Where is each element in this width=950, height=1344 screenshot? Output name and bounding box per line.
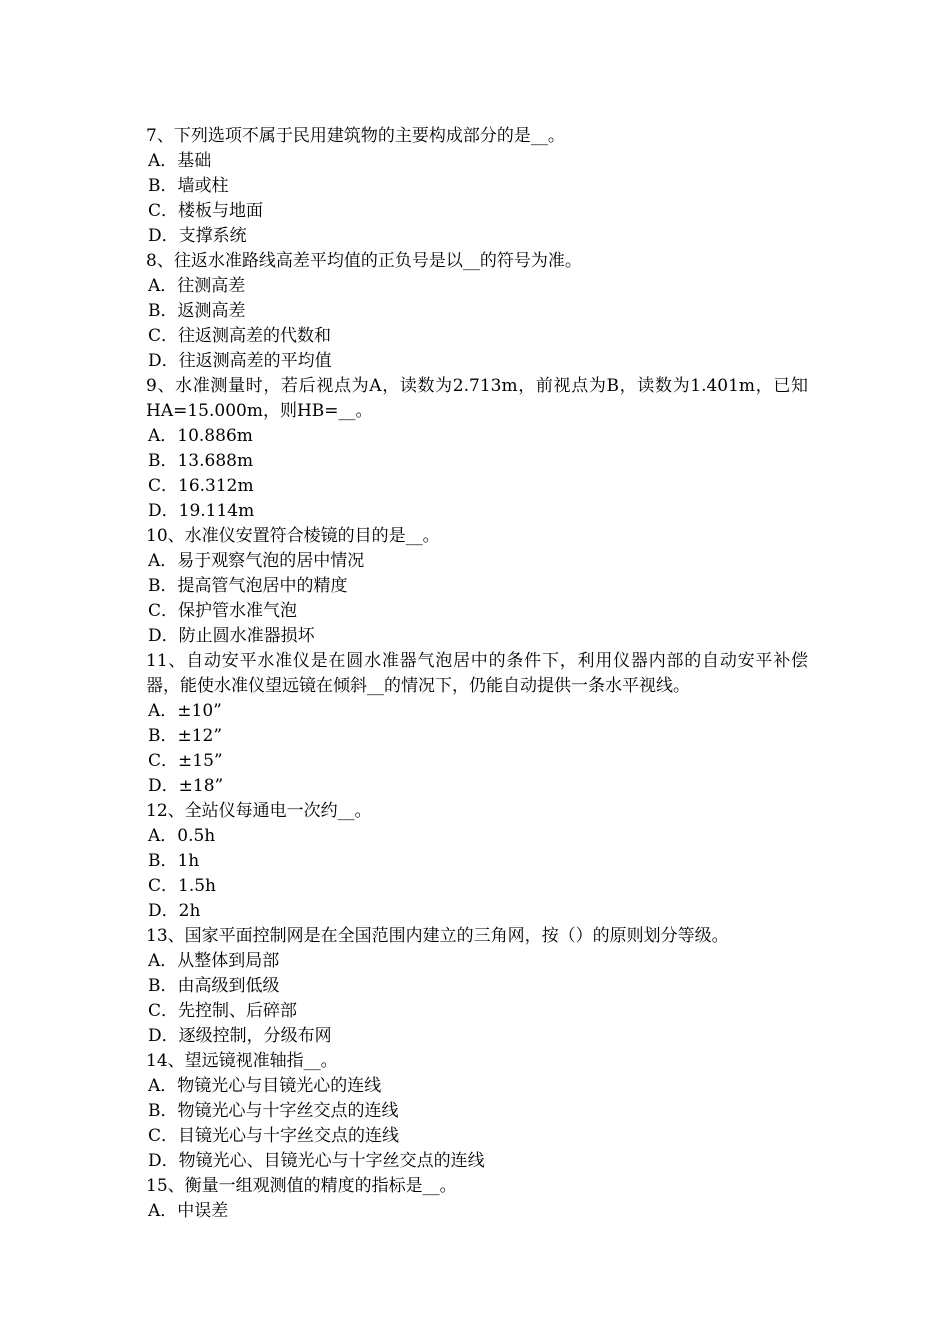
option-b: B．提高管气泡居中的精度 <box>148 576 348 596</box>
question-stem: 14、望远镜视准轴指__。 <box>146 1051 338 1071</box>
question-stem: 8、往返水准路线高差平均值的正负号是以__的符号为准。 <box>146 251 582 271</box>
option-a: A．易于观察气泡的居中情况 <box>148 551 365 571</box>
option-c: C．先控制、后碎部 <box>148 1001 298 1021</box>
option-c: C．保护管水准气泡 <box>148 601 298 621</box>
option-a: A．0.5h <box>148 826 216 846</box>
option-c: C．目镜光心与十字丝交点的连线 <box>148 1126 400 1146</box>
option-a: A．往测高差 <box>148 276 246 296</box>
option-c: C．1.5h <box>148 876 216 896</box>
question-stem: 10、水准仪安置符合棱镜的目的是__。 <box>146 526 440 546</box>
option-b: B．±12” <box>148 726 223 746</box>
option-d: D．防止圆水准器损坏 <box>148 626 315 646</box>
option-b: B．物镜光心与十字丝交点的连线 <box>148 1101 399 1121</box>
question-stem: 7、下列选项不属于民用建筑物的主要构成部分的是__。 <box>146 126 565 146</box>
option-b: B．1h <box>148 851 200 871</box>
question-list <box>146 124 808 1224</box>
option-a: A．10.886m <box>148 426 253 446</box>
option-b: B．由高级到低级 <box>148 976 280 996</box>
option-a: A．物镜光心与目镜光心的连线 <box>148 1076 382 1096</box>
question-stem: 13、国家平面控制网是在全国范围内建立的三角网，按（）的原则划分等级。 <box>146 926 729 946</box>
option-d: D．±18” <box>148 776 224 796</box>
option-c: C．16.312m <box>148 476 254 496</box>
question-stem: 12、全站仪每通电一次约__。 <box>146 801 372 821</box>
option-d: D．19.114m <box>148 501 255 521</box>
option-c: C．楼板与地面 <box>148 201 264 221</box>
option-d: D．物镜光心、目镜光心与十字丝交点的连线 <box>148 1151 485 1171</box>
option-d: D．逐级控制，分级布网 <box>148 1026 332 1046</box>
option-d: D．往返测高差的平均值 <box>148 351 332 371</box>
question-stem: 11、自动安平水准仪是在圆水准器气泡居中的条件下，利用仪器内部的自动安平补偿器，能使水准仪望远镜在倾斜__的情况下，仍能自动提供一条水平视线。 <box>146 651 808 696</box>
option-b: B．13.688m <box>148 451 254 471</box>
option-a: A．±10” <box>148 701 222 721</box>
option-b: B．墙或柱 <box>148 176 229 196</box>
option-a: A．中误差 <box>148 1201 229 1221</box>
question-stem: 15、衡量一组观测值的精度的指标是__。 <box>146 1176 457 1196</box>
option-c: C．往返测高差的代数和 <box>148 326 332 346</box>
option-b: B．返测高差 <box>148 301 246 321</box>
option-d: D．支撑系统 <box>148 226 247 246</box>
option-a: A．从整体到局部 <box>148 951 280 971</box>
option-c: C．±15” <box>148 751 223 771</box>
option-a: A．基础 <box>148 151 212 171</box>
question-stem: 9、水准测量时，若后视点为A，读数为2.713m，前视点为B，读数为1.401m，已知HA=15.000m，则HB=__。 <box>146 376 808 421</box>
option-d: D．2h <box>148 901 201 921</box>
